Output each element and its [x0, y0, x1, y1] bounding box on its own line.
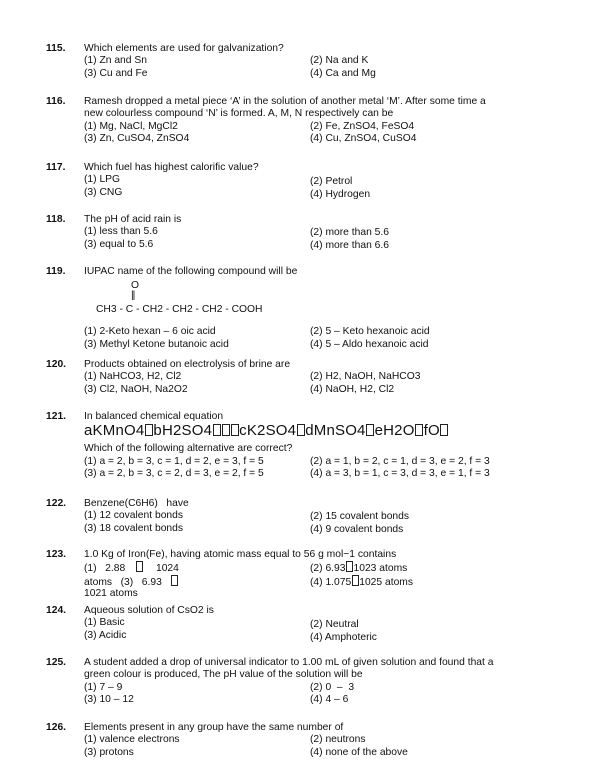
option-1: (1) 7 – 9 [84, 681, 123, 693]
option-1: (1) a = 2, b = 3, c = 1, d = 2, e = 3, f = 5 [84, 455, 264, 467]
option-1: (1) 12 covalent bonds [84, 510, 184, 522]
option-2: (2) H2, NaOH, NaHCO3 [310, 371, 421, 383]
question-number: 124. [46, 605, 67, 616]
missing-glyph-icon [415, 424, 423, 436]
option-4: (4) 4 – 6 [310, 693, 349, 705]
question-number: 125. [46, 657, 67, 668]
question-text-line1: Ramesh dropped a metal piece ‘A’ in the solution of another metal ‘M’. After some time a [84, 96, 486, 107]
option-2: (2) neutrons [310, 734, 366, 746]
question-text: 1.0 Kg of Iron(Fe), having atomic mass equal to 56 g mol−1 contains [84, 549, 397, 560]
missing-glyph-icon [352, 575, 359, 586]
missing-glyph-icon [231, 424, 239, 436]
question-text: In balanced chemical equation [84, 411, 224, 422]
missing-glyph-icon [346, 561, 353, 572]
option-3: (3) Acidic [84, 629, 127, 641]
option-3: (3) 10 – 12 [84, 693, 134, 705]
question-text: Benzene(C6H6) have [84, 498, 189, 509]
question-text: Elements present in any group have the same number of [84, 722, 344, 733]
option-2-part2: 1023 atoms [353, 563, 408, 575]
option-4: (4) none of the above [310, 746, 408, 758]
structure-oxygen: O [131, 280, 140, 292]
option-4: (4) NaOH, H2, Cl2 [310, 383, 395, 395]
missing-glyph-icon [145, 424, 153, 436]
option-2: (2) Neutral [310, 619, 359, 631]
option-1: (1) LPG [84, 174, 121, 186]
structure-double-bond: || [131, 290, 135, 302]
question-number: 118. [46, 214, 66, 225]
option-3-part2: 1021 atoms [84, 588, 138, 600]
option-4: (4) Hydrogen [310, 188, 371, 200]
option-1: (1) Zn and Sn [84, 55, 147, 67]
option-2: (2) Na and K [310, 55, 369, 67]
question-text: Products obtained on electrolysis of brine are [84, 359, 291, 370]
option-3: (3) Methyl Ketone butanoic acid [84, 338, 229, 350]
question-text: Which fuel has highest calorific value? [84, 162, 259, 173]
option-1: (1) NaHCO3, H2, Cl2 [84, 371, 182, 383]
option-3: (3) a = 2, b = 3, c = 2, d = 3, e = 2, f = 5 [84, 467, 264, 479]
option-4: (4) more than 6.6 [310, 239, 389, 251]
option-1: (1) less than 5.6 [84, 226, 158, 238]
option-4: (4) 5 – Aldo hexanoic acid [310, 338, 429, 350]
option-2: (2) more than 5.6 [310, 227, 389, 239]
missing-glyph-icon [171, 575, 178, 586]
question-number: 116. [46, 96, 66, 107]
question-text-2: Which of the following alternative are correct? [84, 443, 293, 455]
question-text-line2: green colour is produced, The pH value of the solution will be [84, 669, 363, 681]
option-4-part2: 1025 atoms [359, 576, 414, 588]
question-number: 123. [46, 549, 67, 560]
option-1: (1) valence electrons [84, 734, 180, 746]
missing-glyph-icon [366, 424, 374, 436]
option-4: (4) Ca and Mg [310, 67, 376, 79]
option-2: (2) 15 covalent bonds [310, 511, 410, 523]
option-3: (3) protons [84, 746, 134, 758]
option-1: (1) 2-Keto hexan – 6 oic acid [84, 326, 216, 338]
missing-glyph-icon [297, 424, 305, 436]
question-text: The pH of acid rain is [84, 214, 182, 225]
question-number: 119. [46, 266, 66, 277]
missing-glyph-icon [440, 424, 448, 436]
option-3: (3) 18 covalent bonds [84, 522, 184, 534]
question-number: 126. [46, 722, 67, 733]
option-3: (3) equal to 5.6 [84, 238, 154, 250]
option-2: (2) Petrol [310, 176, 353, 188]
missing-glyph-icon [213, 424, 221, 436]
question-text: IUPAC name of the following compound will be [84, 266, 298, 277]
option-2: (2) a = 1, b = 2, c = 1, d = 3, e = 2, f = 3 [310, 455, 490, 467]
question-text: Which elements are used for galvanization? [84, 43, 284, 54]
chemical-structure [84, 278, 554, 326]
option-4: (4) Amphoteric [310, 631, 377, 643]
option-3: (3) Cu and Fe [84, 67, 148, 79]
question-number: 121. [46, 411, 67, 422]
option-1-part1: (1) 2.88 [84, 563, 126, 575]
question-number: 115. [46, 43, 66, 54]
option-3: (3) CNG [84, 186, 123, 198]
option-2-part1: (2) 6.93 [310, 563, 346, 575]
question-text: Aqueous solution of CsO2 is [84, 605, 214, 616]
option-4: (4) a = 3, b = 1, c = 3, d = 3, e = 1, f = 3 [310, 467, 490, 479]
question-number: 122. [46, 498, 67, 509]
missing-glyph-icon [222, 424, 230, 436]
structure-formula: CH3 - C - CH2 - CH2 - CH2 - COOH [96, 304, 263, 316]
option-2: (2) 5 – Keto hexanoic acid [310, 326, 430, 338]
option-2: (2) 0 – 3 [310, 681, 355, 693]
question-number: 120. [46, 359, 67, 370]
option-1-part2: 1024 [155, 563, 179, 575]
option-3-part1: atoms (3) 6.93 [84, 576, 162, 588]
option-4: (4) 9 covalent bonds [310, 523, 404, 535]
question-text-line1: A student added a drop of universal indicator to 1.00 mL of given solution and found that a [84, 657, 494, 668]
chemical-equation: aKMnO4 bH2SO4 cK2SO4 dMnSO4 eH2O fO [84, 423, 554, 443]
option-3: (3) Cl2, NaOH, Na2O2 [84, 383, 188, 395]
option-4: (4) Cu, ZnSO4, CuSO4 [310, 132, 417, 144]
option-1: (1) Mg, NaCl, MgCl2 [84, 120, 178, 132]
option-3: (3) Zn, CuSO4, ZnSO4 [84, 132, 190, 144]
question-number: 117. [46, 162, 66, 173]
option-2: (2) Fe, ZnSO4, FeSO4 [310, 120, 415, 132]
question-text-line2: new colourless compound ‘N’ is formed. A, M, N respectively can be [84, 108, 394, 120]
missing-glyph-icon [136, 561, 143, 572]
option-1: (1) Basic [84, 617, 125, 629]
option-4-part1: (4) 1.075 [310, 576, 352, 588]
